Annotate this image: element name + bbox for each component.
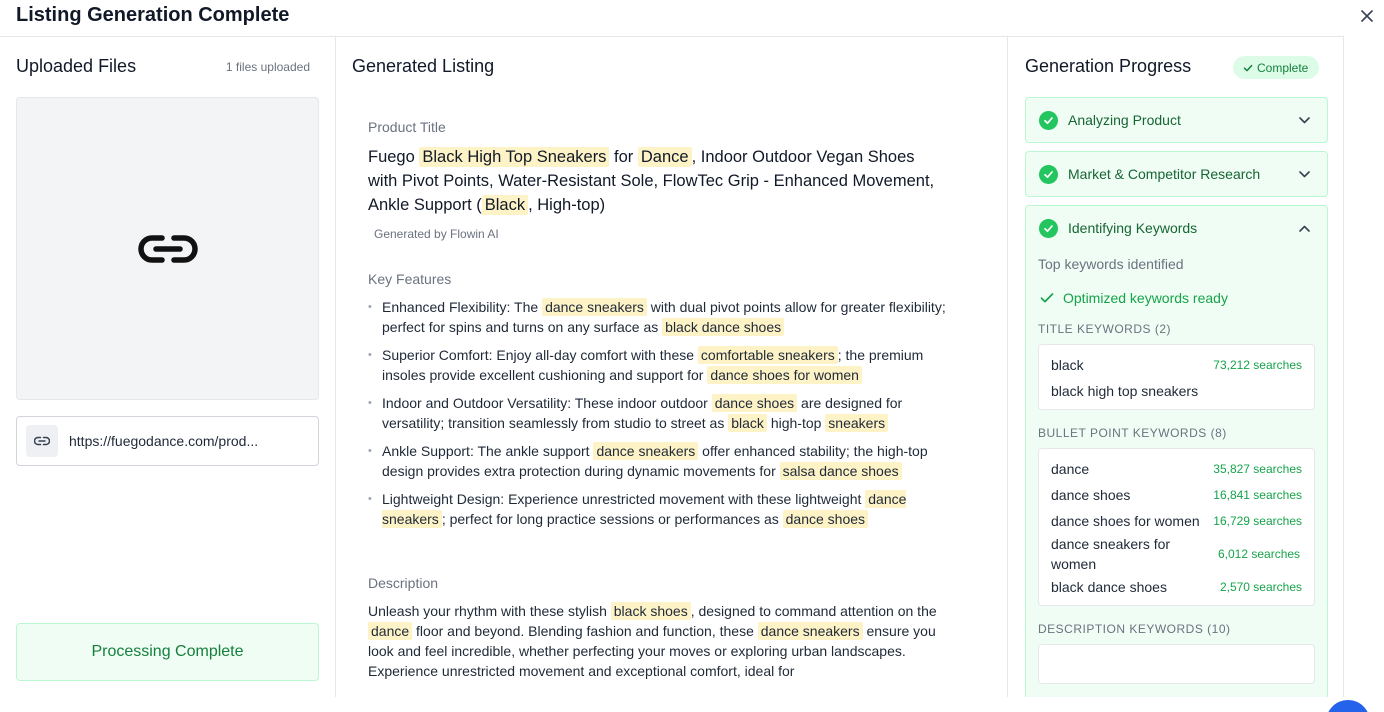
check-circle-icon — [1039, 165, 1058, 184]
step-analyzing-product — [1025, 97, 1328, 143]
close-icon[interactable] — [1361, 10, 1373, 22]
keyword-row: black high top sneakers — [1051, 383, 1199, 399]
step-market-research — [1025, 151, 1328, 197]
generated-listing-panel — [336, 37, 1008, 697]
keyword-highlight: Black — [482, 195, 528, 215]
step-label: Market & Competitor Research — [1068, 166, 1261, 182]
keyword-row: black 73,212 searches — [1051, 357, 1302, 373]
link-icon — [137, 232, 199, 266]
uploaded-files-heading: Uploaded Files — [16, 56, 137, 76]
description-keywords-list — [1038, 644, 1315, 684]
feature-item: • Lightweight Design: Experience unrestricted movement with these lightweight dance sneakers ; perfect for long practice sessions or performances as dance shoes — [368, 489, 948, 529]
step-label: Identifying Keywords — [1068, 220, 1198, 236]
product-title: Fuego Black High Top Sneakers for Dance , Indoor Outdoor Vegan Shoes with Pivot Points, Water-Resistant Sole, FlowTec Grip - Enhanced Movement, Ankle Support ( Black , High-top) — [368, 148, 935, 214]
keyword-row: dance 35,827 searches — [1051, 461, 1302, 477]
chevron-down-icon[interactable] — [1294, 117, 1314, 124]
generation-progress-panel — [1008, 37, 1344, 697]
keyword-highlight: Dance — [638, 147, 692, 167]
step-header[interactable] — [1026, 152, 1327, 196]
chevron-up-icon[interactable] — [1294, 225, 1314, 232]
bullet-keywords-list — [1038, 448, 1315, 606]
feature-item: • Superior Comfort: Enjoy all-day comfort with these comfortable sneakers ; the premium insoles provide excellent cushioning and support for dance shoes for women — [368, 345, 948, 385]
description-label: Description — [368, 575, 439, 591]
keywords-ready: Optimized keywords ready — [1040, 290, 1315, 306]
step-header[interactable] — [1026, 98, 1327, 142]
feature-item: • Indoor and Outdoor Versatility: These indoor outdoor dance shoes are designed for versatility; transition seamlessly from studio to street as black high-top sneakers — [368, 393, 948, 433]
bullet-keywords-heading: BULLET POINT KEYWORDS (8) — [1038, 426, 1227, 440]
generated-by-note: Generated by Flowin AI — [374, 227, 499, 241]
keyword-highlight: Black High Top Sneakers — [419, 147, 609, 167]
feature-item: • Ankle Support: The ankle support dance sneakers offer enhanced stability; the high-top design provides extra protection during dynamic movements for salsa dance shoes — [368, 441, 948, 481]
description-text: Unleash your rhythm with these stylish black shoes , designed to command attention on the dance floor and beyond. Blending fashion and function, these dance sneakers ensure you look and feel incredible, whether perfecting your moves or exploring urban landscapes. Experience unrestricted movement and exceptional comfort, ideal for — [368, 603, 937, 679]
chevron-down-icon[interactable] — [1294, 171, 1314, 178]
files-count: 1 files uploaded — [225, 60, 310, 74]
file-preview — [16, 97, 319, 400]
keyword-row: dance shoes 16,841 searches — [1051, 487, 1302, 503]
check-icon — [1040, 292, 1054, 304]
chat-fab-button[interactable] — [1326, 700, 1370, 712]
modal-title: Listing Generation Complete — [16, 4, 290, 26]
generation-progress-heading: Generation Progress — [1025, 56, 1192, 76]
description-keywords-heading: DESCRIPTION KEYWORDS (10) — [1038, 622, 1231, 636]
key-features-label: Key Features — [368, 271, 452, 287]
step-header[interactable] — [1026, 206, 1327, 250]
processing-status: Processing Complete — [16, 623, 319, 681]
generated-listing-heading: Generated Listing — [352, 56, 495, 76]
check-circle-icon — [1039, 219, 1058, 238]
feature-item: • Enhanced Flexibility: The dance sneakers with dual pivot points allow for greater flexibility; perfect for spins and turns on any surface as black dance shoes — [368, 297, 948, 337]
title-keywords-heading: TITLE KEYWORDS (2) — [1038, 322, 1172, 336]
uploaded-url-item[interactable] — [16, 416, 319, 466]
step-identifying-keywords — [1025, 205, 1328, 697]
complete-badge: Complete — [1233, 56, 1319, 79]
title-keywords-list — [1038, 344, 1315, 410]
keyword-row: dance shoes for women 16,729 searches — [1051, 513, 1302, 529]
check-icon — [1243, 63, 1253, 73]
step-label: Analyzing Product — [1068, 112, 1181, 128]
keywords-subtext: Top keywords identified — [1038, 256, 1184, 272]
close-button[interactable] — [1356, 5, 1378, 27]
product-title-label: Product Title — [368, 119, 446, 135]
check-circle-icon — [1039, 111, 1058, 130]
uploaded-url: https://fuegodance.com/prod... — [69, 433, 259, 449]
link-icon — [26, 425, 58, 457]
modal-header — [0, 0, 1344, 37]
key-features-list — [368, 297, 948, 537]
uploaded-files-panel — [0, 37, 336, 697]
keyword-row: dance sneakers for women 6,012 searches — [1051, 536, 1301, 572]
keyword-row: black dance shoes 2,570 searches — [1051, 579, 1302, 595]
